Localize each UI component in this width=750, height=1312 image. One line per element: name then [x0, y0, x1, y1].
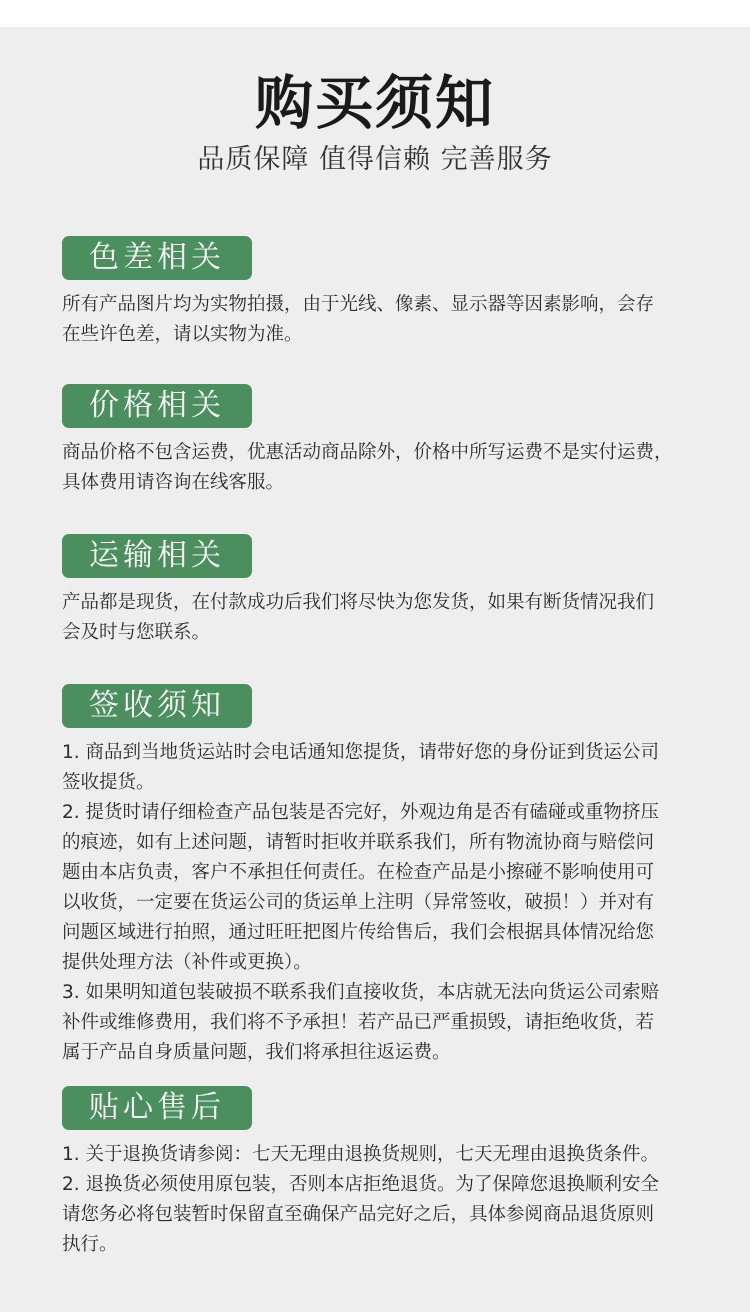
section-after-sales — [62, 1086, 722, 1260]
section-line: 以收货，一定要在货运公司的货运单上注明（异常签收，破损！）并对有 — [62, 892, 655, 913]
section-shipping — [62, 534, 722, 648]
section-line: 具体费用请咨询在线客服。 — [62, 472, 285, 493]
section-line: 2. 提货时请仔细检查产品包装是否完好，外观边角是否有磕碰或重物挤压 — [62, 802, 660, 823]
section-price — [62, 384, 722, 498]
page-subtitle: 品质保障 值得信赖 完善服务 — [197, 144, 553, 175]
section-line: 所有产品图片均为实物拍摄，由于光线、像素、显示器等因素影响，会存 — [62, 294, 655, 315]
section-heading: 贴心售后 — [62, 1086, 252, 1130]
section-heading: 运输相关 — [62, 534, 252, 578]
section-line: 的痕迹，如有上述问题，请暂时拒收并联系我们，所有物流协商与赔偿问 — [62, 832, 655, 853]
section-line: 执行。 — [62, 1234, 118, 1255]
section-line: 补件或维修费用，我们将不予承担！若产品已严重损毁，请拒绝收货，若 — [62, 1012, 655, 1033]
section-line: 1. 关于退换货请参阅：七天无理由退换货规则，七天无理由退换货条件。 — [62, 1144, 660, 1165]
section-line: 商品价格不包含运费，优惠活动商品除外，价格中所写运费不是实付运费， — [62, 442, 673, 463]
section-line: 会及时与您联系。 — [62, 622, 211, 643]
section-line: 在些许色差，请以实物为准。 — [62, 324, 303, 345]
section-line: 属于产品自身质量问题，我们将承担往返运费。 — [62, 1042, 451, 1063]
section-line: 提供处理方法（补件或更换）。 — [62, 952, 312, 973]
section-line: 问题区域进行拍照，通过旺旺把图片传给售后，我们会根据具体情况给您 — [62, 922, 655, 943]
section-color-difference — [62, 236, 722, 350]
section-line: 题由本店负责，客户不承担任何责任。在检查产品是小擦碰不影响使用可 — [62, 862, 655, 883]
section-heading: 签收须知 — [62, 684, 252, 728]
section-line: 请您务必将包装暂时保留直至确保产品完好之后，具体参阅商品退货原则 — [62, 1204, 655, 1225]
section-line: 1. 商品到当地货运站时会电话通知您提货，请带好您的身份证到货运公司 — [62, 742, 660, 763]
section-receipt — [62, 684, 722, 1068]
section-heading: 价格相关 — [62, 384, 252, 428]
page-title: 购买须知 — [254, 69, 495, 137]
section-heading: 色差相关 — [62, 236, 252, 280]
section-line: 2. 退换货必须使用原包装，否则本店拒绝退货。为了保障您退换顺利安全 — [62, 1174, 660, 1195]
section-line: 签收提货。 — [62, 772, 155, 793]
section-line: 3. 如果明知道包装破损不联系我们直接收货，本店就无法向货运公司索赔 — [62, 982, 660, 1003]
section-line: 产品都是现货，在付款成功后我们将尽快为您发货，如果有断货情况我们 — [62, 592, 655, 613]
